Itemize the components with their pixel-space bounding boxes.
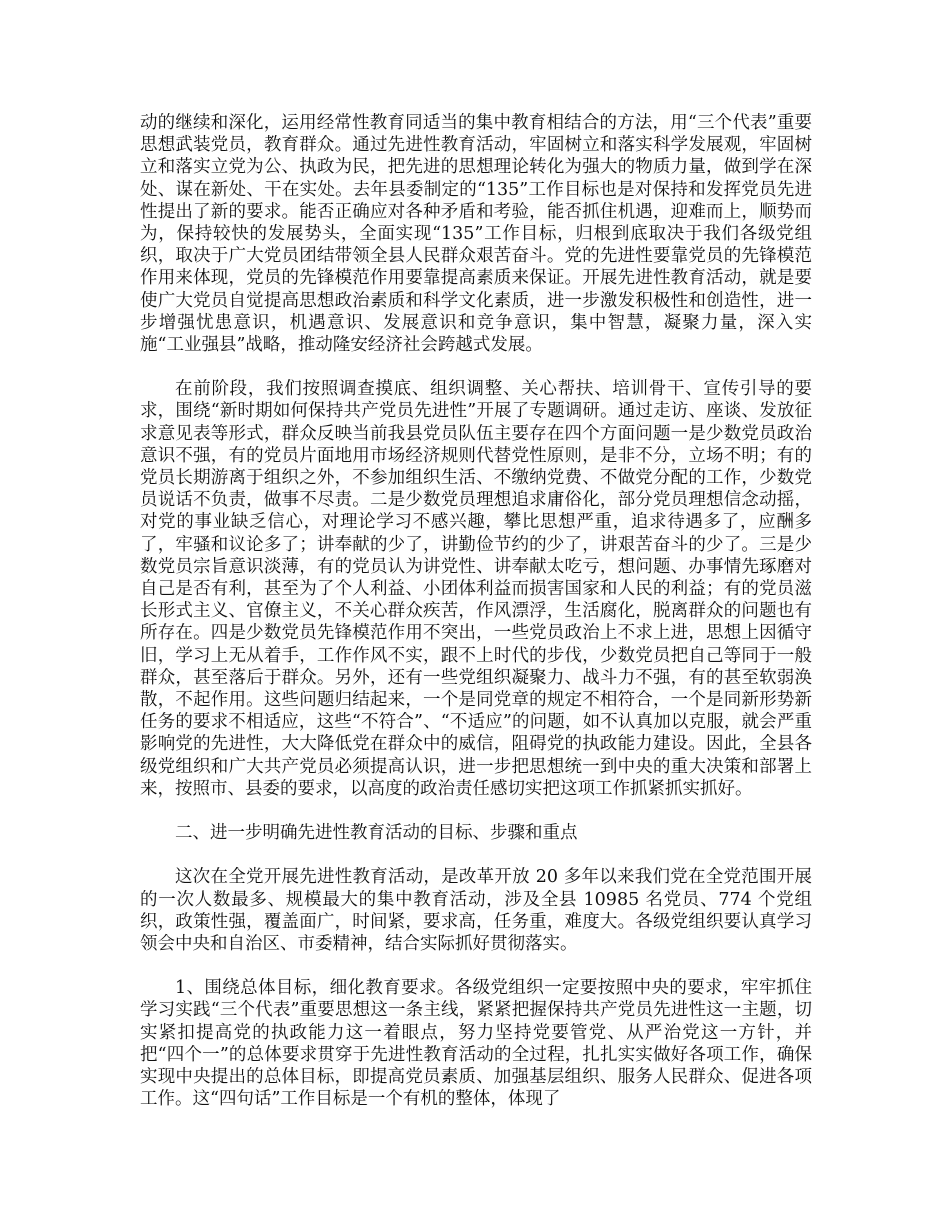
paragraph-continuation: 动的继续和深化，运用经常性教育同适当的集中教育相结合的方法，用“三个代表”重要思想武装党员，教育群众。通过先进性教育活动，牢固树立和落实科学发展观，牢固树立和落实立党为公、执政为民，把先进的思想理论转化为强大的物质力量，做到学在深处、谋在新处、干在实处。去年县委制定的“135”工作目标也是对保持和发挥党员先进性提出了新的要求。能否正确应对各种矛盾和考验，能否抓住机遇，迎难而上，顺势而为，保持较快的发展势头，全面实现“135”工作目标，归根到底取决于我们各级党组织，取决于广大党员团结带领全县人民群众艰苦奋斗。党的先进性要靠党员的先锋模范作用来体现，党员的先锋模范作用要靠提高素质来保证。开展先进性教育活动，就是要使广大党员自觉提高思想政治素质和科学文化素质，进一步激发积极性和创造性，进一步增强忧患意识，机遇意识、发展意识和竞争意识，集中智慧，凝聚力量，深入实施“工业强县”战略，推动隆安经济社会跨越式发展。 — [140, 113, 812, 356]
paragraph-overall-goal: 1、围绕总体目标，细化教育要求。各级党组织一定要按照中央的要求，牢牢抓住学习实践“三个代表”重要思想这一条主线，紧紧把握保持共产党员先进性这一主题，切实紧扣提高党的执政能力这一着眼点，努力坚持党要管党、从严治党这一方针，并把“四个一”的总体要求贯穿于先进性教育活动的全过程，扎扎实实做好各项工作，确保实现中央提出的总体目标，即提高党员素质、加强基层组织、服务人民群众、促进各项工作。这“四句话”工作目标是一个有机的整体，体现了 — [140, 978, 812, 1110]
paragraph-survey-findings: 在前阶段，我们按照调查摸底、组织调整、关心帮扶、培训骨干、宣传引导的要求，围绕“新时期如何保持共产党员先进性”开展了专题调研。通过走访、座谈、发放征求意见表等形式，群众反映当前我县党员队伍主要存在四个方面问题一是少数党员政治意识不强，有的党员片面地用市场经济规则代替党性原则，是非不分，立场不明；有的党员长期游离于组织之外，不参加组织生活、不缴纳党费、不做党分配的工作，少数党员说话不负责，做事不尽责。二是少数党员理想追求庸俗化，部分党员理想信念动摇，对党的事业缺乏信心，对理论学习不感兴趣，攀比思想严重，追求待遇多了，应酬多了，牢骚和议论多了；讲奉献的少了，讲勤俭节约的少了，讲艰苦奋斗的少了。三是少数党员宗旨意识淡薄，有的党员认为讲党性、讲奉献太吃亏，想问题、办事情先琢磨对自己是否有利，甚至为了个人利益、小团体利益而损害国家和人民的利益；有的党员滋长形式主义、官僚主义，不关心群众疾苦，作风漂浮，生活腐化，脱离群众的问题也有所存在。四是少数党员先锋模范作用不突出，一些党员政治上不求上进，思想上因循守旧，学习上无从着手，工作作风不实，跟不上时代的步伐，少数党员把自己等同于一般群众，甚至落后于群众。另外，还有一些党组织凝聚力、战斗力不强，有的甚至软弱涣散，不起作用。这些问题归结起来，一个是同党章的规定不相符合，一个是同新形势新任务的要求不相适应，这些“不符合”、“不适应”的问题，如不认真加以克服，就会严重影响党的先进性，大大降低党在群众中的威信，阻碍党的执政能力建设。因此，全县各级党组织和广大共产党员必须提高认识，进一步把思想统一到中央的重大决策和部署上来，按照市、县委的要求，以高度的政治责任感切实把这项工作抓紧抓实抓好。 — [140, 379, 812, 799]
document-body — [140, 112, 812, 1132]
section-heading: 二、进一步明确先进性教育活动的目标、步骤和重点 — [175, 823, 578, 844]
paragraph-campaign-scope: 这次在全党开展先进性教育活动，是改革开放 20 多年以来我们党在全党范围开展的一次人数最多、规模最大的集中教育活动，涉及全县 10985 名党员、774 个党组织，政策性强，覆盖面广，时间紧，要求高，任务重，难度大。各级党组织要认真学习领会中央和自治区、市委精神，结合实际抓好贯彻落实。 — [140, 867, 812, 954]
